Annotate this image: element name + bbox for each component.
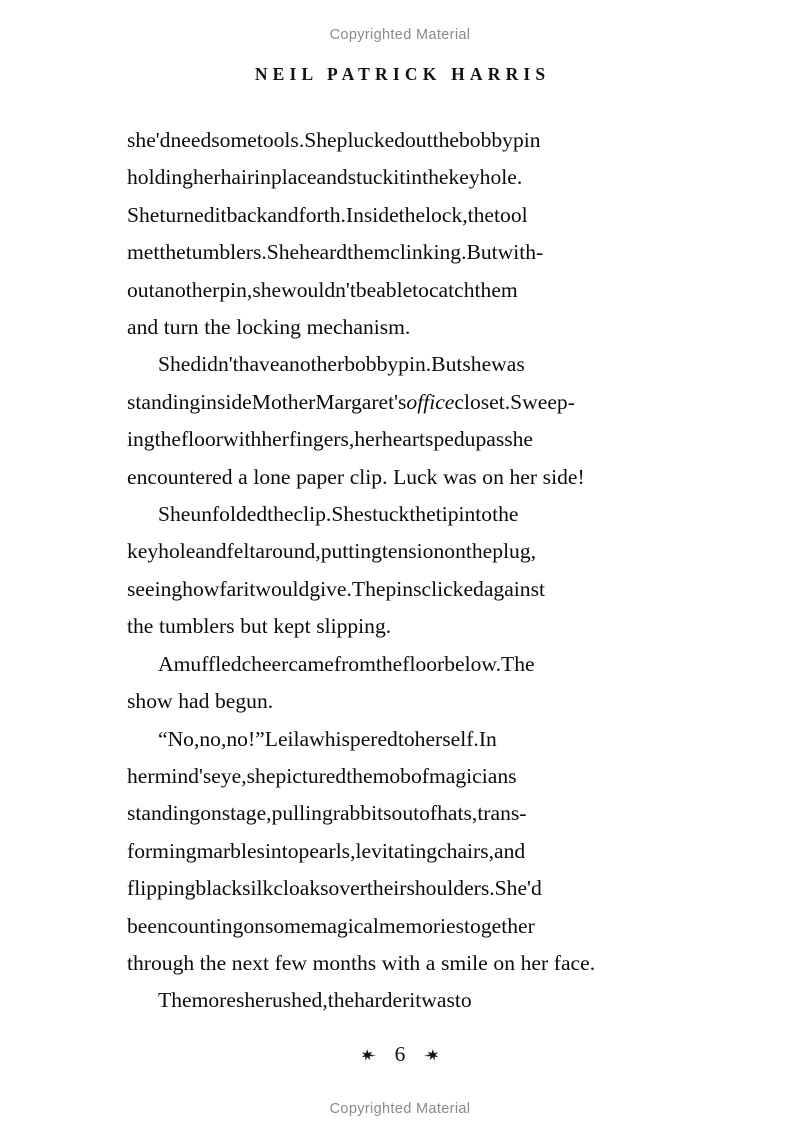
word: begun.: [215, 689, 274, 714]
word: magical: [310, 913, 379, 938]
word: came: [288, 651, 334, 676]
word: chairs,: [437, 838, 495, 863]
star-flourish-icon-right: [423, 1045, 443, 1065]
word: and: [195, 539, 227, 564]
word: the: [492, 502, 519, 527]
word: clinking.: [390, 240, 467, 265]
word: on: [482, 464, 504, 489]
word: show: [127, 689, 173, 714]
word: able: [376, 277, 413, 302]
word: side!: [542, 464, 585, 489]
word: Mother: [251, 389, 316, 414]
body-text-block: [127, 122, 683, 1020]
word: of: [419, 801, 438, 826]
word: get: [480, 913, 508, 938]
word: counting: [167, 913, 244, 938]
word: Leila: [264, 726, 310, 751]
word: the: [154, 427, 181, 452]
word: her: [127, 763, 155, 788]
word: mob: [372, 763, 411, 788]
word: be: [355, 277, 377, 302]
text-line: [127, 608, 683, 645]
paragraph: [127, 721, 683, 983]
word: “No,: [158, 726, 200, 751]
text-line: [127, 496, 683, 533]
word: another: [279, 352, 345, 377]
word: she: [252, 277, 282, 302]
word: the: [204, 315, 231, 340]
word: She: [158, 352, 191, 377]
text-line: [127, 197, 683, 234]
word: clicked: [421, 576, 484, 601]
word: up: [464, 427, 487, 452]
word: tumblers: [159, 614, 235, 639]
word: office: [406, 389, 455, 414]
paragraph: [127, 646, 683, 721]
word: stage,: [221, 801, 272, 826]
word: and: [267, 202, 299, 227]
word: felt: [226, 539, 256, 564]
word: out: [127, 277, 155, 302]
word: eye,: [211, 763, 247, 788]
word: the: [398, 202, 426, 227]
word: how: [182, 576, 220, 601]
word: The: [158, 988, 192, 1013]
word: Margaret's: [315, 389, 407, 414]
word: to: [454, 988, 472, 1013]
word: in: [405, 165, 423, 190]
text-line: [127, 309, 683, 346]
word: hats,: [437, 801, 478, 826]
word: holding: [127, 165, 193, 190]
word: unfolded: [190, 502, 268, 527]
word: her: [192, 165, 221, 190]
word: plucked: [336, 128, 405, 152]
word: as: [486, 427, 505, 452]
word: and: [494, 838, 526, 863]
word: have: [238, 352, 280, 377]
word: through: [127, 950, 195, 975]
word: marbles: [196, 838, 265, 863]
word: silk: [242, 876, 274, 901]
word: tools.: [256, 128, 305, 152]
word: paper: [296, 464, 345, 489]
word: Sweep-: [510, 389, 575, 414]
word: whispered: [309, 726, 398, 751]
word: her: [520, 950, 549, 975]
word: rushed,: [264, 988, 328, 1013]
word: heard: [299, 240, 348, 265]
text-line: [127, 945, 683, 982]
word: out: [405, 128, 433, 152]
word: But: [466, 240, 498, 265]
word: far: [219, 576, 244, 601]
text-line: [127, 421, 683, 458]
word: She: [304, 128, 337, 152]
word: forth.: [298, 202, 346, 227]
text-line: [127, 721, 683, 758]
paragraph: [127, 122, 683, 346]
word: she: [235, 988, 265, 1013]
word: didn't: [190, 352, 239, 377]
text-line: [127, 683, 683, 720]
word: plug,: [492, 539, 537, 564]
word: she'd: [127, 128, 171, 152]
word: tip: [435, 502, 459, 527]
word: But: [431, 352, 463, 377]
word: it: [409, 988, 422, 1013]
word: with: [222, 427, 262, 452]
word: The: [501, 651, 535, 676]
text-line: [127, 758, 683, 795]
word: She: [158, 502, 191, 527]
word: shoulders.: [406, 876, 495, 901]
word: wouldn't: [281, 277, 356, 302]
word: below.: [444, 651, 502, 676]
paragraph: [127, 982, 683, 1019]
word: smile: [440, 950, 488, 975]
word: floor: [180, 427, 223, 452]
word: stuck: [347, 165, 394, 190]
word: memories: [378, 913, 465, 938]
word: the: [127, 614, 154, 639]
word: the: [375, 651, 403, 676]
word: met: [127, 240, 160, 265]
word: to: [464, 913, 481, 938]
word: on: [493, 950, 515, 975]
word: on: [243, 913, 265, 938]
text-line: [127, 234, 683, 271]
word: place: [270, 165, 317, 190]
text-line: [127, 384, 683, 421]
word: face.: [553, 950, 596, 975]
word: pictured: [275, 763, 347, 788]
word: some: [211, 128, 257, 152]
word: them: [474, 277, 518, 302]
word: standing: [127, 389, 201, 414]
text-line: [127, 795, 683, 832]
word: Luck: [393, 464, 438, 489]
word: them: [347, 240, 391, 265]
word: the: [467, 202, 495, 227]
word: mechanism.: [306, 315, 411, 340]
word: with: [381, 950, 421, 975]
word: turn: [163, 315, 199, 340]
word: In: [478, 726, 497, 751]
word: next: [231, 950, 269, 975]
word: magicians: [428, 763, 517, 788]
word: turned: [159, 202, 215, 227]
word: She'd: [494, 876, 542, 901]
word: lock,: [425, 202, 468, 227]
word: stuck: [363, 502, 410, 527]
word: kept: [273, 614, 311, 639]
word: black: [195, 876, 243, 901]
word: slipping.: [316, 614, 392, 639]
word: pin.: [398, 352, 432, 377]
word: muffled: [173, 651, 242, 676]
word: clip.: [293, 502, 332, 527]
text-line: [127, 346, 683, 383]
word: it: [243, 576, 256, 601]
word: mind's: [154, 763, 212, 788]
text-line: [127, 459, 683, 496]
word: was: [491, 352, 525, 377]
word: inside: [200, 389, 252, 414]
word: and: [127, 315, 159, 340]
word: tool: [494, 202, 528, 227]
word: She: [127, 202, 160, 227]
word: need: [170, 128, 212, 152]
word: to: [397, 726, 415, 751]
word: tumblers.: [185, 240, 267, 265]
word: another: [154, 277, 220, 302]
word: cheer: [241, 651, 289, 676]
word: the: [199, 950, 227, 975]
word: She: [266, 240, 300, 265]
word: the: [465, 539, 493, 564]
word: levitating: [355, 838, 438, 863]
word: bobby: [344, 352, 399, 377]
word: and: [316, 165, 348, 190]
word: standing: [127, 801, 201, 826]
word: rabbits: [332, 801, 392, 826]
word: had: [178, 689, 210, 714]
word: months: [312, 950, 377, 975]
text-line: [127, 272, 683, 309]
copyright-watermark-top: Copyrighted Material: [329, 27, 471, 43]
word: the: [409, 502, 436, 527]
word: the: [267, 502, 294, 527]
word: pin: [512, 128, 541, 152]
word: forming: [127, 838, 197, 863]
word: against: [483, 576, 546, 601]
word: harder: [354, 988, 410, 1013]
page-folio: [0, 1044, 800, 1066]
word: the: [327, 988, 355, 1013]
word: pins: [385, 576, 422, 601]
word: would: [255, 576, 310, 601]
word: A: [158, 651, 174, 676]
text-line: [127, 982, 683, 1019]
word: but: [240, 614, 268, 639]
text-line: [127, 870, 683, 907]
word: the: [432, 128, 459, 152]
word: give.: [309, 576, 352, 601]
word: was: [443, 464, 477, 489]
word: over: [328, 876, 367, 901]
word: some: [264, 913, 311, 938]
word: flipping: [127, 876, 196, 901]
word: She: [331, 502, 364, 527]
text-line: [127, 533, 683, 570]
word: around,: [255, 539, 321, 564]
paragraph: [127, 496, 683, 646]
text-line: [127, 571, 683, 608]
word: the: [422, 165, 449, 190]
word: putting: [320, 539, 382, 564]
word: she: [246, 763, 276, 788]
word: their: [366, 876, 407, 901]
word: sped: [425, 427, 465, 452]
word: catch: [428, 277, 475, 302]
star-flourish-icon-left: [357, 1045, 377, 1065]
word: was: [421, 988, 455, 1013]
word: heart: [381, 427, 426, 452]
word: lone: [253, 464, 291, 489]
text-line: [127, 122, 683, 159]
word: on: [444, 539, 466, 564]
word: the: [159, 240, 186, 265]
word: on: [200, 801, 222, 826]
word: fingers,: [288, 427, 355, 452]
word: back: [226, 202, 268, 227]
word: hair: [220, 165, 255, 190]
page-number: 6: [394, 1042, 406, 1066]
word: ing: [127, 427, 155, 452]
word: of: [410, 763, 429, 788]
word: no,: [199, 726, 227, 751]
word: from: [333, 651, 376, 676]
word: a: [425, 950, 436, 975]
word: no!”: [226, 726, 265, 751]
word: bobby: [458, 128, 513, 152]
word: into: [264, 838, 299, 863]
word: with-: [497, 240, 544, 265]
word: trans-: [477, 801, 527, 826]
word: seeing: [127, 576, 183, 601]
word: keyhole.: [448, 165, 523, 190]
word: pearls,: [298, 838, 356, 863]
paragraph: [127, 346, 683, 496]
word: few: [274, 950, 307, 975]
text-line: [127, 908, 683, 945]
word: into: [458, 502, 493, 527]
word: tension: [381, 539, 445, 564]
word: to: [412, 277, 429, 302]
word: her: [354, 427, 382, 452]
word: it: [393, 165, 406, 190]
word: been: [127, 913, 168, 938]
word: out: [391, 801, 420, 826]
copyright-watermark-bottom: Copyrighted Material: [329, 1101, 471, 1117]
word: her: [509, 464, 538, 489]
word: closet.: [454, 389, 511, 414]
word: cloaks: [273, 876, 329, 901]
word: locking: [236, 315, 301, 340]
word: she: [462, 352, 492, 377]
running-head-author: NEIL PATRICK HARRIS: [254, 64, 551, 84]
word: pin,: [219, 277, 253, 302]
text-line: [127, 159, 683, 196]
word: she: [504, 427, 534, 452]
word: the: [346, 763, 373, 788]
word: more: [191, 988, 236, 1013]
word: pulling: [271, 801, 333, 826]
word: her: [507, 913, 535, 938]
text-line: [127, 646, 683, 683]
word: a: [238, 464, 248, 489]
word: it: [214, 202, 227, 227]
word: encountered: [127, 464, 233, 489]
word: herself.: [414, 726, 479, 751]
word: her: [261, 427, 289, 452]
text-line: [127, 833, 683, 870]
word: Inside: [345, 202, 399, 227]
word: in: [254, 165, 271, 190]
word: floor: [402, 651, 445, 676]
word: The: [351, 576, 386, 601]
word: keyhole: [127, 539, 196, 564]
word: clip.: [349, 464, 388, 489]
